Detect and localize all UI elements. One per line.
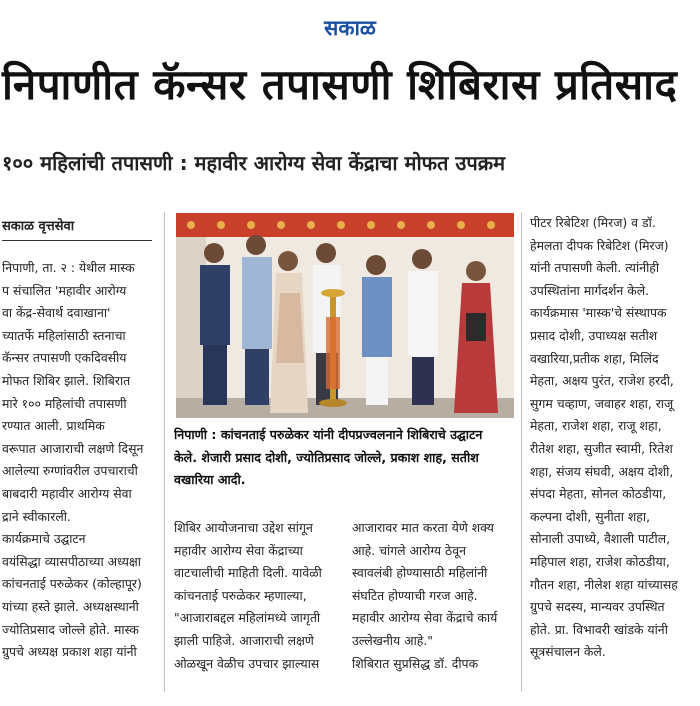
article-subheadline: १०० महिलांची तपासणी : महावीर आरोग्य सेवा केंद्राचा मोफत उपक्रम <box>2 151 506 175</box>
article-column-4 <box>530 212 696 664</box>
text-line: रीतेश शहा, सुजीत स्वामी, रितेश <box>530 440 673 456</box>
text-line: गौतन शहा, नीलेश शहा यांच्यासह <box>530 576 678 592</box>
text-line: च्यातर्फे महिलांसाठी स्तनाचा <box>2 327 126 343</box>
text-line: रण्यात आली. प्राथमिक <box>2 418 105 434</box>
text-line: केले. शेजारी प्रसाद दोशी, ज्योतिप्रसाद जोल्ले, प्रकाश शाह, सतीश <box>174 449 479 465</box>
text-line: कार्यक्रमास 'मास्क'चे संस्थापक <box>530 305 667 321</box>
article-byline: सकाळ वृत्तसेवा <box>2 219 75 234</box>
text-line: ग्रुपचे सदस्य, मान्यवर उपस्थित <box>530 599 665 615</box>
text-line: शिबिरात सुप्रसिद्ध डॉ. दीपक <box>352 655 479 671</box>
text-line: निपाणी, ता. २ : येथील मास्क <box>2 260 135 275</box>
text-line: प्रसाद दोशी, उपाध्यक्ष सतीश <box>530 327 658 343</box>
text-line: ओळखून वेळीच उपचार झाल्यास <box>174 655 320 671</box>
lamp-lighting-photo <box>176 213 514 418</box>
article-headline: निपाणीत कॅन्सर तपासणी शिबिरास प्रतिसाद <box>2 60 678 109</box>
article-column-3 <box>352 517 514 675</box>
text-line: मोफत शिबिर झाले. शिबिरात <box>2 372 131 388</box>
text-line: झाली पाहिजे. आजाराची लक्षणे <box>174 632 314 648</box>
text-line: यांच्या हस्ते झाले. अध्यक्षस्थानी <box>2 598 139 614</box>
text-line: सूत्रसंचालन केले. <box>530 644 606 660</box>
text-line: स्वावलंबी होण्यासाठी महिलांनी <box>352 565 488 581</box>
text-line: शिबिर आयोजनाचा उद्देश सांगून <box>174 520 313 535</box>
article-column-2 <box>174 517 346 675</box>
text-line: महिपाल शहा, राजेश कोठडीया, <box>530 553 670 569</box>
text-line: कॅन्सर तपासणी एकदिवसीय <box>2 350 127 366</box>
text-line: मेहता, अक्षय पुरंत, राजेश हरदी, <box>530 373 674 389</box>
text-line: वाटचालीची माहिती दिली. यावेळी <box>174 565 322 581</box>
text-line: कल्पना दोशी, सुनीता शहा, <box>530 508 651 524</box>
text-line: कांचनताई परुळेकर म्हणाल्या, <box>174 587 307 603</box>
text-line: आजारावर मात करता येणे शक्य <box>352 520 494 535</box>
text-line: सुगम चव्हाण, जवाहर शहा, राजू <box>530 395 674 411</box>
text-line: मेहता, राजेश शहा, राजू शहा, <box>530 418 662 434</box>
text-line: आलेल्या रुग्णांवरील उपचाराची <box>2 463 138 479</box>
text-line: हेमलता दीपक रिबेटिश (मिरज) <box>530 237 669 253</box>
text-line: वरूपात आजाराची लक्षणे दिसून <box>2 440 144 456</box>
text-line: ज्योतिप्रसाद जोल्ले होते. मास्क <box>2 621 139 637</box>
article-column-1 <box>2 257 152 664</box>
column-divider <box>164 212 165 692</box>
text-line: कार्यक्रमाचे उद्घाटन <box>2 531 86 547</box>
text-line: मारे १०० महिलांची तपासणी <box>2 395 127 411</box>
text-line: द्राने स्वीकारली. <box>2 508 71 524</box>
text-line: महावीर आरोग्य सेवा केंद्राच्या <box>174 542 303 558</box>
text-line: वा केंद्र-सेवार्थ दवाखाना' <box>2 305 111 321</box>
text-line: निपाणी : कांचनताई परुळेकर यांनी दीपप्रज्वलनाने शिबिराचे उद्घाटन <box>174 427 483 442</box>
text-line: ग्रुपचे अध्यक्ष प्रकाश शहा यांनी <box>2 644 137 660</box>
text-line: प संचालित 'महावीर आरोग्य <box>2 282 127 298</box>
byline-divider <box>2 240 152 241</box>
text-line: सोनाली उपाध्ये, वैशाली पाटील, <box>530 531 671 547</box>
newspaper-masthead: सकाळ <box>324 15 376 40</box>
text-line: "आजाराबद्दल महिलांमध्ये जागृती <box>174 610 321 626</box>
text-line: संपदा मेहता, सोनल कोठडीया, <box>530 486 667 502</box>
photo-caption <box>174 424 514 492</box>
text-line: संघटित होण्याची गरज आहे. <box>352 587 478 603</box>
text-line: वखारिया आदी. <box>174 472 246 487</box>
column-divider <box>521 212 522 692</box>
text-line: उपस्थितांना मार्गदर्शन केले. <box>530 282 650 298</box>
text-line: वखारिया,प्रतीक शहा, मिलिंद <box>530 350 659 366</box>
text-line: आहे. चांगले आरोग्य ठेवून <box>352 542 467 558</box>
text-line: वयंसिद्धा व्यासपीठाच्या अध्यक्षा <box>2 553 142 569</box>
text-line: महावीर आरोग्य सेवा केंद्राचे कार्य <box>352 610 498 626</box>
event-photo <box>176 213 514 418</box>
text-line: शहा, संजय संघवी, अक्षय दोशी, <box>530 463 674 479</box>
text-line: यांनी तपासणी केली. त्यांनीही <box>530 260 660 276</box>
text-line: बाबदारी महावीर आरोग्य सेवा <box>2 485 132 501</box>
text-line: कांचनताई परुळेकर (कोल्हापूर) <box>2 576 142 592</box>
text-line: होते. प्रा. विभावरी खांडके यांनी <box>530 621 668 637</box>
text-line: उल्लेखनीय आहे." <box>352 632 434 648</box>
text-line: पीटर रिबेटिश (मिरज) व डॉ. <box>530 215 656 230</box>
